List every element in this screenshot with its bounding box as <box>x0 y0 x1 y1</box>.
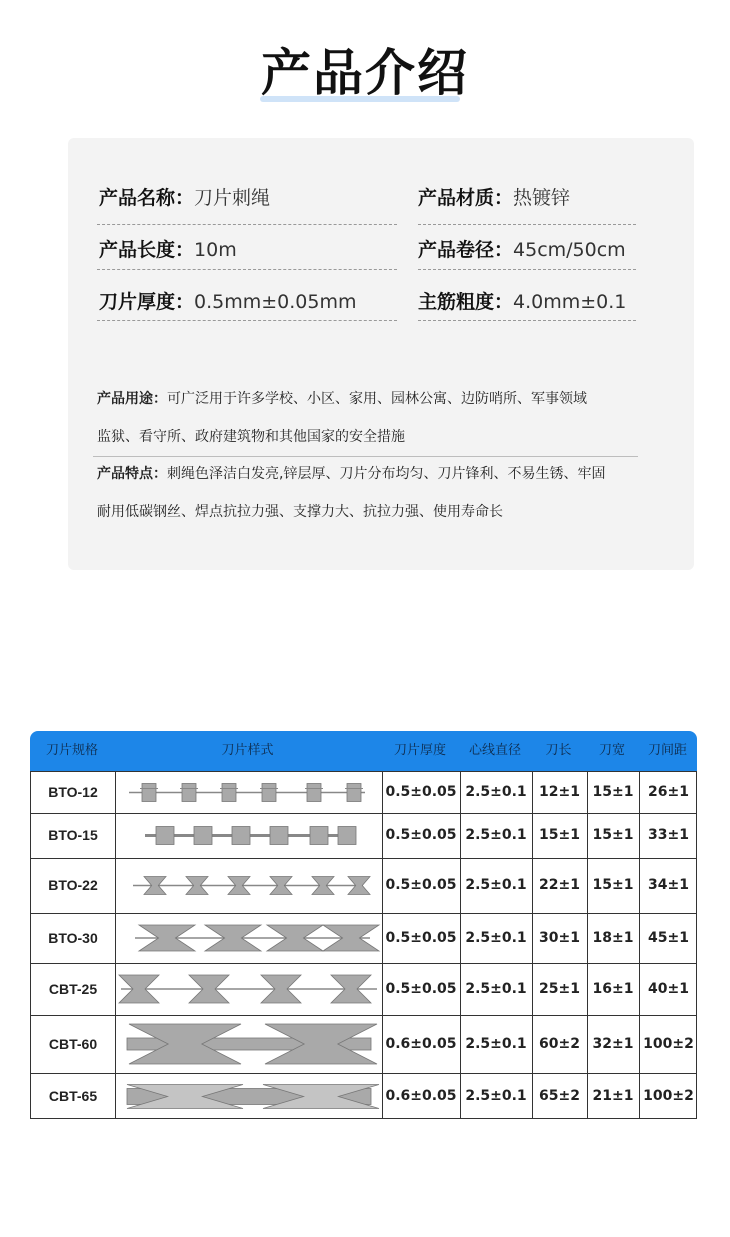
thickness-cell: 0.6±0.05 <box>385 1036 457 1052</box>
thickness-cell: 0.5±0.05 <box>385 930 457 946</box>
spec-divider <box>97 224 397 225</box>
model-cell: BTO-12 <box>48 784 98 800</box>
header-style: 刀片样式 <box>221 743 274 758</box>
core-cell: 2.5±0.1 <box>465 930 527 946</box>
core-cell: 2.5±0.1 <box>465 1036 527 1052</box>
spec-value: 热镀锌 <box>513 187 571 209</box>
spec-key: 产品材质： <box>418 187 514 209</box>
width-cell: 16±1 <box>592 981 634 997</box>
header-core: 心线直径 <box>468 743 521 758</box>
spec-divider <box>418 269 636 270</box>
spec-value: 4.0mm±0.1 <box>513 291 627 313</box>
width-cell: 21±1 <box>592 1088 634 1104</box>
spec-divider <box>97 269 397 270</box>
spec-divider <box>418 320 636 321</box>
usage-label: 产品用途： <box>97 391 167 407</box>
spacing-cell: 26±1 <box>648 784 689 800</box>
core-cell: 2.5±0.1 <box>465 981 527 997</box>
core-cell: 2.5±0.1 <box>465 877 527 893</box>
spec-key: 主筋粗度： <box>418 291 514 313</box>
table-header <box>30 731 697 771</box>
model-cell: CBT-60 <box>48 1036 98 1052</box>
model-cell: BTO-15 <box>48 827 98 843</box>
spec-key: 产品卷径： <box>418 239 514 261</box>
spacing-cell: 100±2 <box>643 1036 694 1052</box>
usage-line-1 <box>97 389 587 409</box>
blade-style-illustration <box>115 772 382 813</box>
header-spec: 刀片规格 <box>45 743 98 758</box>
blade-style-illustration <box>115 963 382 1015</box>
spacing-cell: 33±1 <box>648 827 689 843</box>
length-cell: 25±1 <box>539 981 580 997</box>
title-block <box>0 40 730 110</box>
spacing-cell: 40±1 <box>648 981 689 997</box>
features-line-2: 耐用低碳钢丝、焊点抗拉力强、支撑力大、抗拉力强、使用寿命长 <box>97 504 503 520</box>
features-label: 产品特点： <box>97 466 167 482</box>
blade-style-illustration <box>115 913 382 963</box>
paragraph-separator <box>93 456 638 457</box>
spec-key: 刀片厚度： <box>99 291 195 313</box>
blade-style-illustration <box>115 813 382 858</box>
spec-length <box>99 236 237 264</box>
thickness-cell: 0.6±0.05 <box>385 1088 457 1104</box>
usage-line-2: 监狱、看守所、政府建筑物和其他国家的安全措施 <box>97 429 405 445</box>
spec-table <box>30 771 697 1119</box>
usage-text: 可广泛用于许多学校、小区、家用、园林公寓、边防哨所、军事领域 <box>167 391 587 407</box>
spec-name <box>99 184 270 212</box>
spec-value: 45cm/50cm <box>513 239 626 261</box>
spec-coil-diameter <box>418 236 626 264</box>
thickness-cell: 0.5±0.05 <box>385 877 457 893</box>
header-spacing: 刀间距 <box>647 743 687 758</box>
model-cell: BTO-30 <box>48 930 98 946</box>
model-cell: CBT-25 <box>48 981 98 997</box>
spec-value: 10m <box>194 239 237 261</box>
spec-material <box>418 184 570 212</box>
model-cell: CBT-65 <box>48 1088 98 1104</box>
blade-style-illustration <box>115 858 382 913</box>
spec-value: 0.5mm±0.05mm <box>194 291 357 313</box>
header-width: 刀宽 <box>598 743 625 758</box>
model-cell: BTO-22 <box>48 877 98 893</box>
width-cell: 18±1 <box>592 930 634 946</box>
length-cell: 12±1 <box>539 784 580 800</box>
length-cell: 22±1 <box>539 877 580 893</box>
spacing-cell: 45±1 <box>648 930 689 946</box>
core-cell: 2.5±0.1 <box>465 784 527 800</box>
header-thickness: 刀片厚度 <box>393 743 446 758</box>
spec-blade-thickness <box>99 288 357 316</box>
spacing-cell: 34±1 <box>648 877 689 893</box>
page-title: 产品介绍 <box>261 44 469 102</box>
core-cell: 2.5±0.1 <box>465 1088 527 1104</box>
core-cell: 2.5±0.1 <box>465 827 527 843</box>
width-cell: 15±1 <box>592 827 634 843</box>
length-cell: 30±1 <box>539 930 580 946</box>
spec-key: 产品长度： <box>99 239 195 261</box>
spacing-cell: 100±2 <box>643 1088 694 1104</box>
length-cell: 15±1 <box>539 827 580 843</box>
header-length: 刀长 <box>545 743 572 758</box>
width-cell: 15±1 <box>592 784 634 800</box>
blade-style-illustration <box>115 1015 382 1073</box>
spec-divider <box>418 224 636 225</box>
thickness-cell: 0.5±0.05 <box>385 981 457 997</box>
spec-value: 刀片刺绳 <box>194 187 271 209</box>
features-text: 刺绳色泽洁白发亮,锌层厚、刀片分布均匀、刀片锋利、不易生锈、牢固 <box>167 466 606 482</box>
features-line-1 <box>97 464 605 484</box>
length-cell: 65±2 <box>539 1088 580 1104</box>
spec-divider <box>97 320 397 321</box>
length-cell: 60±2 <box>539 1036 580 1052</box>
thickness-cell: 0.5±0.05 <box>385 827 457 843</box>
blade-style-illustration <box>115 1073 382 1120</box>
thickness-cell: 0.5±0.05 <box>385 784 457 800</box>
width-cell: 32±1 <box>592 1036 634 1052</box>
spec-key: 产品名称： <box>99 187 195 209</box>
width-cell: 15±1 <box>592 877 634 893</box>
spec-core-thickness <box>418 288 626 316</box>
